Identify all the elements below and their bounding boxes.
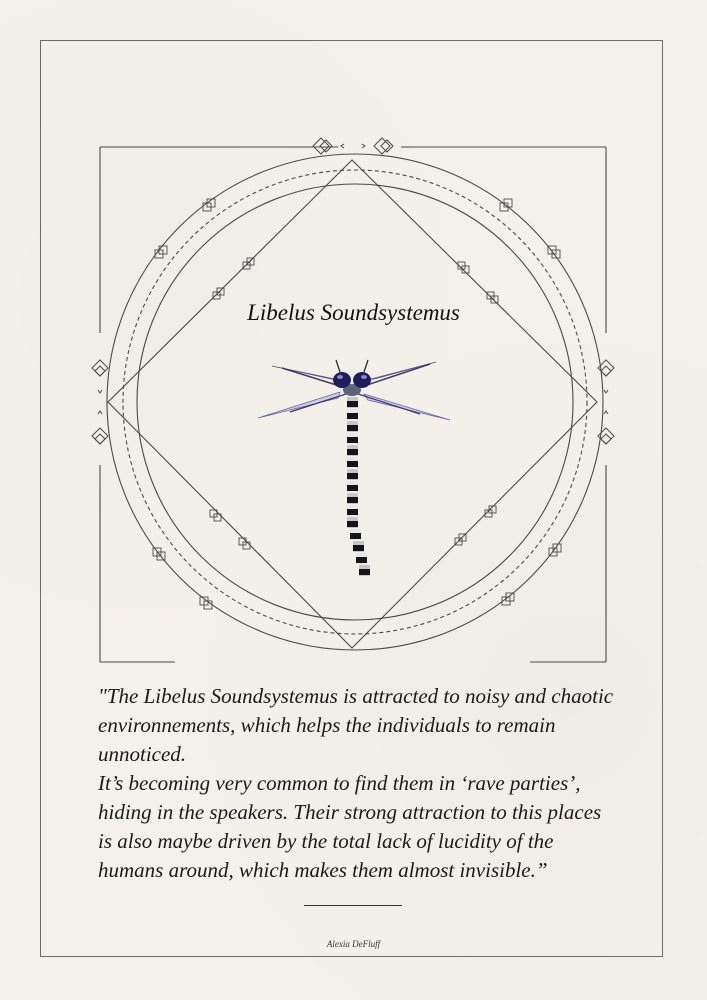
quote-paragraph-1: "The Libelus Soundsystemus is attracted to noisy and chaotic environnements, which helps the individuals to remain unnoticed.: [98, 684, 614, 766]
abdomen-band: [347, 449, 358, 455]
abdomen-band: [347, 413, 358, 419]
top-ornament: [313, 138, 393, 154]
right-ornament: [598, 360, 614, 444]
dragonfly-illustration: [258, 360, 450, 576]
abdomen-band: [347, 509, 358, 515]
corner-bracket-bottom-left: [100, 465, 175, 662]
abdomen-band: [347, 497, 358, 503]
abdomen-band: [347, 485, 358, 491]
corner-bracket-bottom-right: [530, 465, 606, 662]
abdomen-band: [347, 401, 358, 407]
abdomen-band: [347, 437, 358, 443]
poster-title: Libelus Soundsystemus: [247, 300, 460, 325]
abdomen-band: [347, 425, 358, 431]
abdomen-band: [353, 545, 364, 551]
abdomen-band: [347, 521, 358, 527]
left-ornament: [92, 360, 108, 444]
signature-rule: [304, 905, 402, 906]
abdomen-band: [350, 533, 361, 539]
poster-quote: [98, 682, 618, 885]
abdomen-band: [347, 473, 358, 479]
signature: Alexia DeFluff: [326, 939, 381, 949]
abdomen-band: [356, 557, 367, 563]
abdomen-band: [347, 461, 358, 467]
quote-paragraph-2: It’s becoming very common to find them in ‘rave parties’, hiding in the speakers. Their strong attraction to this places is also maybe driven by the total lack of lucidity of the humans around, which makes them almost invisible.”: [98, 771, 602, 882]
abdomen-band: [359, 569, 370, 575]
